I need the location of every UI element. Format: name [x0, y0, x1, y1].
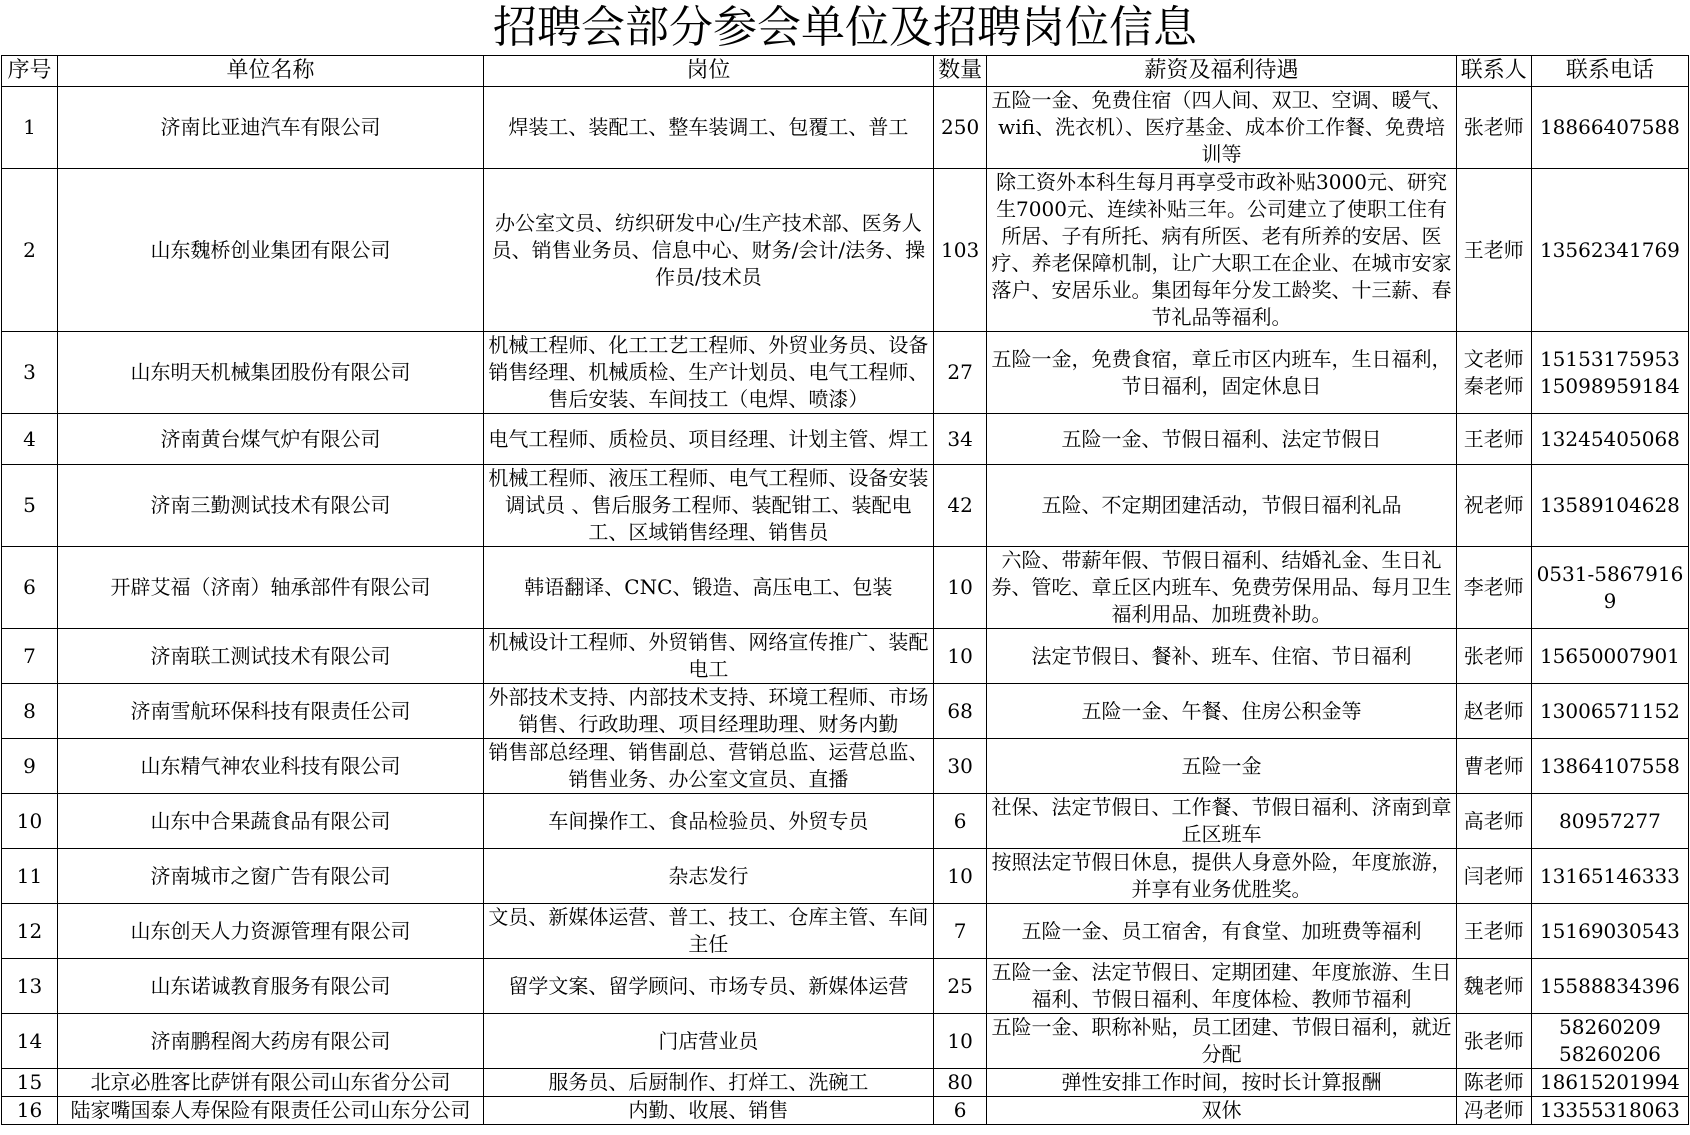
header-benefits: 薪资及福利待遇: [987, 56, 1456, 87]
contact-phone: 13355318063: [1531, 1097, 1688, 1125]
contact-person: 张老师: [1456, 1014, 1531, 1069]
table-row: [2, 1069, 1689, 1097]
row-number: 2: [2, 169, 58, 332]
contact-phone: 0531-58679169: [1531, 547, 1688, 629]
table-row: [2, 629, 1689, 684]
benefits: 弹性安排工作时间，按时长计算报酬: [987, 1069, 1456, 1097]
row-number: 11: [2, 849, 58, 904]
positions: 焊装工、装配工、整车装调工、包覆工、普工: [483, 87, 933, 169]
row-number: 16: [2, 1097, 58, 1125]
contact-person: 王老师: [1456, 169, 1531, 332]
company-name: 山东中合果蔬食品有限公司: [57, 794, 483, 849]
contact-phone: 13589104628: [1531, 465, 1688, 547]
row-number: 6: [2, 547, 58, 629]
row-number: 12: [2, 904, 58, 959]
table-row: [2, 414, 1689, 465]
headcount: 34: [933, 414, 987, 465]
positions: 机械设计工程师、外贸销售、网络宣传推广、装配电工: [483, 629, 933, 684]
company-name: 济南三勤测试技术有限公司: [57, 465, 483, 547]
contact-phone: 13562341769: [1531, 169, 1688, 332]
headcount: 25: [933, 959, 987, 1014]
positions: 服务员、后厨制作、打烊工、洗碗工: [483, 1069, 933, 1097]
row-number: 10: [2, 794, 58, 849]
page-title: 招聘会部分参会单位及招聘岗位信息: [493, 2, 1197, 53]
header-company: 单位名称: [57, 56, 483, 87]
row-number: 9: [2, 739, 58, 794]
header-no: 序号: [2, 56, 58, 87]
contact-person: 张老师: [1456, 629, 1531, 684]
headcount: 103: [933, 169, 987, 332]
table-row: [2, 547, 1689, 629]
company-name: 开辟艾福（济南）轴承部件有限公司: [57, 547, 483, 629]
headcount: 6: [933, 1097, 987, 1125]
headcount: 30: [933, 739, 987, 794]
contact-person: 冯老师: [1456, 1097, 1531, 1125]
table-row: [2, 684, 1689, 739]
benefits: 双休: [987, 1097, 1456, 1125]
contact-person: 陈老师: [1456, 1069, 1531, 1097]
benefits: 六险、带薪年假、节假日福利、结婚礼金、生日礼券、管吃、章丘区内班车、免费劳保用品、每月卫生福利用品、加班费补助。: [987, 547, 1456, 629]
positions: 门店营业员: [483, 1014, 933, 1069]
company-name: 济南黄台煤气炉有限公司: [57, 414, 483, 465]
table-row: [2, 904, 1689, 959]
company-name: 济南比亚迪汽车有限公司: [57, 87, 483, 169]
company-name: 济南联工测试技术有限公司: [57, 629, 483, 684]
header-contact: 联系人: [1456, 56, 1531, 87]
headcount: 7: [933, 904, 987, 959]
row-number: 8: [2, 684, 58, 739]
contact-phone: 18866407588: [1531, 87, 1688, 169]
contact-phone: 15169030543: [1531, 904, 1688, 959]
positions: 留学文案、留学顾问、市场专员、新媒体运营: [483, 959, 933, 1014]
contact-phone: 13864107558: [1531, 739, 1688, 794]
contact-phone: 18615201994: [1531, 1069, 1688, 1097]
table-row: [2, 959, 1689, 1014]
row-number: 15: [2, 1069, 58, 1097]
table-row: [2, 739, 1689, 794]
table-row: [2, 794, 1689, 849]
contact-person: 魏老师: [1456, 959, 1531, 1014]
positions: 杂志发行: [483, 849, 933, 904]
table-row: [2, 1097, 1689, 1125]
headcount: 68: [933, 684, 987, 739]
table-row: [2, 1014, 1689, 1069]
benefits: 五险一金、免费住宿（四人间、双卫、空调、暖气、wifi、洗衣机）、医疗基金、成本价工作餐、免费培训等: [987, 87, 1456, 169]
positions: 机械工程师、液压工程师、电气工程师、设备安装调试员 、售后服务工程师、装配钳工、装配电工、区域销售经理、销售员: [483, 465, 933, 547]
contact-phone: 15588834396: [1531, 959, 1688, 1014]
row-number: 7: [2, 629, 58, 684]
row-number: 4: [2, 414, 58, 465]
row-number: 1: [2, 87, 58, 169]
company-name: 山东明天机械集团股份有限公司: [57, 332, 483, 414]
header-positions: 岗位: [483, 56, 933, 87]
table-row: [2, 465, 1689, 547]
contact-phone: 13165146333: [1531, 849, 1688, 904]
table-row: [2, 332, 1689, 414]
benefits: 五险一金、节假日福利、法定节假日: [987, 414, 1456, 465]
contact-person: 闫老师: [1456, 849, 1531, 904]
headcount: 10: [933, 547, 987, 629]
contact-person: 张老师: [1456, 87, 1531, 169]
row-number: 5: [2, 465, 58, 547]
contact-phone: 15153175953 15098959184: [1531, 332, 1688, 414]
positions: 内勤、收展、销售: [483, 1097, 933, 1125]
row-number: 3: [2, 332, 58, 414]
table-row: [2, 849, 1689, 904]
company-name: 山东创天人力资源管理有限公司: [57, 904, 483, 959]
contact-person: 李老师: [1456, 547, 1531, 629]
contact-phone: 80957277: [1531, 794, 1688, 849]
positions: 车间操作工、食品检验员、外贸专员: [483, 794, 933, 849]
benefits: 法定节假日、餐补、班车、住宿、节日福利: [987, 629, 1456, 684]
positions: 机械工程师、化工工艺工程师、外贸业务员、设备销售经理、机械质检、生产计划员、电气工程师、售后安装、车间技工（电焊、喷漆）: [483, 332, 933, 414]
header-row: [2, 56, 1689, 87]
company-name: 山东精气神农业科技有限公司: [57, 739, 483, 794]
benefits: 社保、法定节假日、工作餐、节假日福利、济南到章丘区班车: [987, 794, 1456, 849]
company-name: 济南城市之窗广告有限公司: [57, 849, 483, 904]
company-name: 山东魏桥创业集团有限公司: [57, 169, 483, 332]
headcount: 250: [933, 87, 987, 169]
positions: 销售部总经理、销售副总、营销总监、运营总监、销售业务、办公室文宣员、直播: [483, 739, 933, 794]
contact-person: 文老师 秦老师: [1456, 332, 1531, 414]
company-name: 济南雪航环保科技有限责任公司: [57, 684, 483, 739]
positions: 电气工程师、质检员、项目经理、计划主管、焊工: [483, 414, 933, 465]
table-row: [2, 169, 1689, 332]
headcount: 27: [933, 332, 987, 414]
header-phone: 联系电话: [1531, 56, 1688, 87]
company-name: 陆家嘴国泰人寿保险有限责任公司山东分公司: [57, 1097, 483, 1125]
headcount: 10: [933, 629, 987, 684]
headcount: 10: [933, 1014, 987, 1069]
positions: 办公室文员、纺织研发中心/生产技术部、医务人员、销售业务员、信息中心、财务/会计/法务、操作员/技术员: [483, 169, 933, 332]
contact-person: 高老师: [1456, 794, 1531, 849]
contact-phone: 13006571152: [1531, 684, 1688, 739]
contact-person: 王老师: [1456, 414, 1531, 465]
benefits: 五险一金、午餐、住房公积金等: [987, 684, 1456, 739]
headcount: 42: [933, 465, 987, 547]
contact-person: 祝老师: [1456, 465, 1531, 547]
positions: 外部技术支持、内部技术支持、环境工程师、市场销售、行政助理、项目经理助理、财务内勤: [483, 684, 933, 739]
benefits: 五险一金、员工宿舍，有食堂、加班费等福利: [987, 904, 1456, 959]
headcount: 10: [933, 849, 987, 904]
table-row: [2, 87, 1689, 169]
benefits: 除工资外本科生每月再享受市政补贴3000元、研究生7000元、连续补贴三年。公司建立了使职工住有所居、子有所托、病有所医、老有所养的安居、医疗、养老保障机制，让广大职工在企业、在城市安家落户、安居乐业。集团每年分发工龄奖、十三薪、春节礼品等福利。: [987, 169, 1456, 332]
company-name: 济南鹏程阁大药房有限公司: [57, 1014, 483, 1069]
benefits: 五险、不定期团建活动，节假日福利礼品: [987, 465, 1456, 547]
company-name: 山东诺诚教育服务有限公司: [57, 959, 483, 1014]
header-count: 数量: [933, 56, 987, 87]
row-number: 14: [2, 1014, 58, 1069]
contact-phone: 58260209 58260206: [1531, 1014, 1688, 1069]
row-number: 13: [2, 959, 58, 1014]
contact-phone: 13245405068: [1531, 414, 1688, 465]
benefits: 五险一金、职称补贴，员工团建、节假日福利，就近分配: [987, 1014, 1456, 1069]
benefits: 五险一金: [987, 739, 1456, 794]
contact-person: 赵老师: [1456, 684, 1531, 739]
contact-person: 曹老师: [1456, 739, 1531, 794]
benefits: 按照法定节假日休息，提供人身意外险，年度旅游，并享有业务优胜奖。: [987, 849, 1456, 904]
company-name: 北京必胜客比萨饼有限公司山东省分公司: [57, 1069, 483, 1097]
headcount: 6: [933, 794, 987, 849]
positions: 韩语翻译、CNC、锻造、高压电工、包装: [483, 547, 933, 629]
positions: 文员、新媒体运营、普工、技工、仓库主管、车间主任: [483, 904, 933, 959]
headcount: 80: [933, 1069, 987, 1097]
contact-person: 王老师: [1456, 904, 1531, 959]
recruitment-table: [1, 55, 1689, 1125]
benefits: 五险一金，免费食宿，章丘市区内班车，生日福利，节日福利，固定休息日: [987, 332, 1456, 414]
benefits: 五险一金、法定节假日、定期团建、年度旅游、生日福利、节假日福利、年度体检、教师节福利: [987, 959, 1456, 1014]
contact-phone: 15650007901: [1531, 629, 1688, 684]
